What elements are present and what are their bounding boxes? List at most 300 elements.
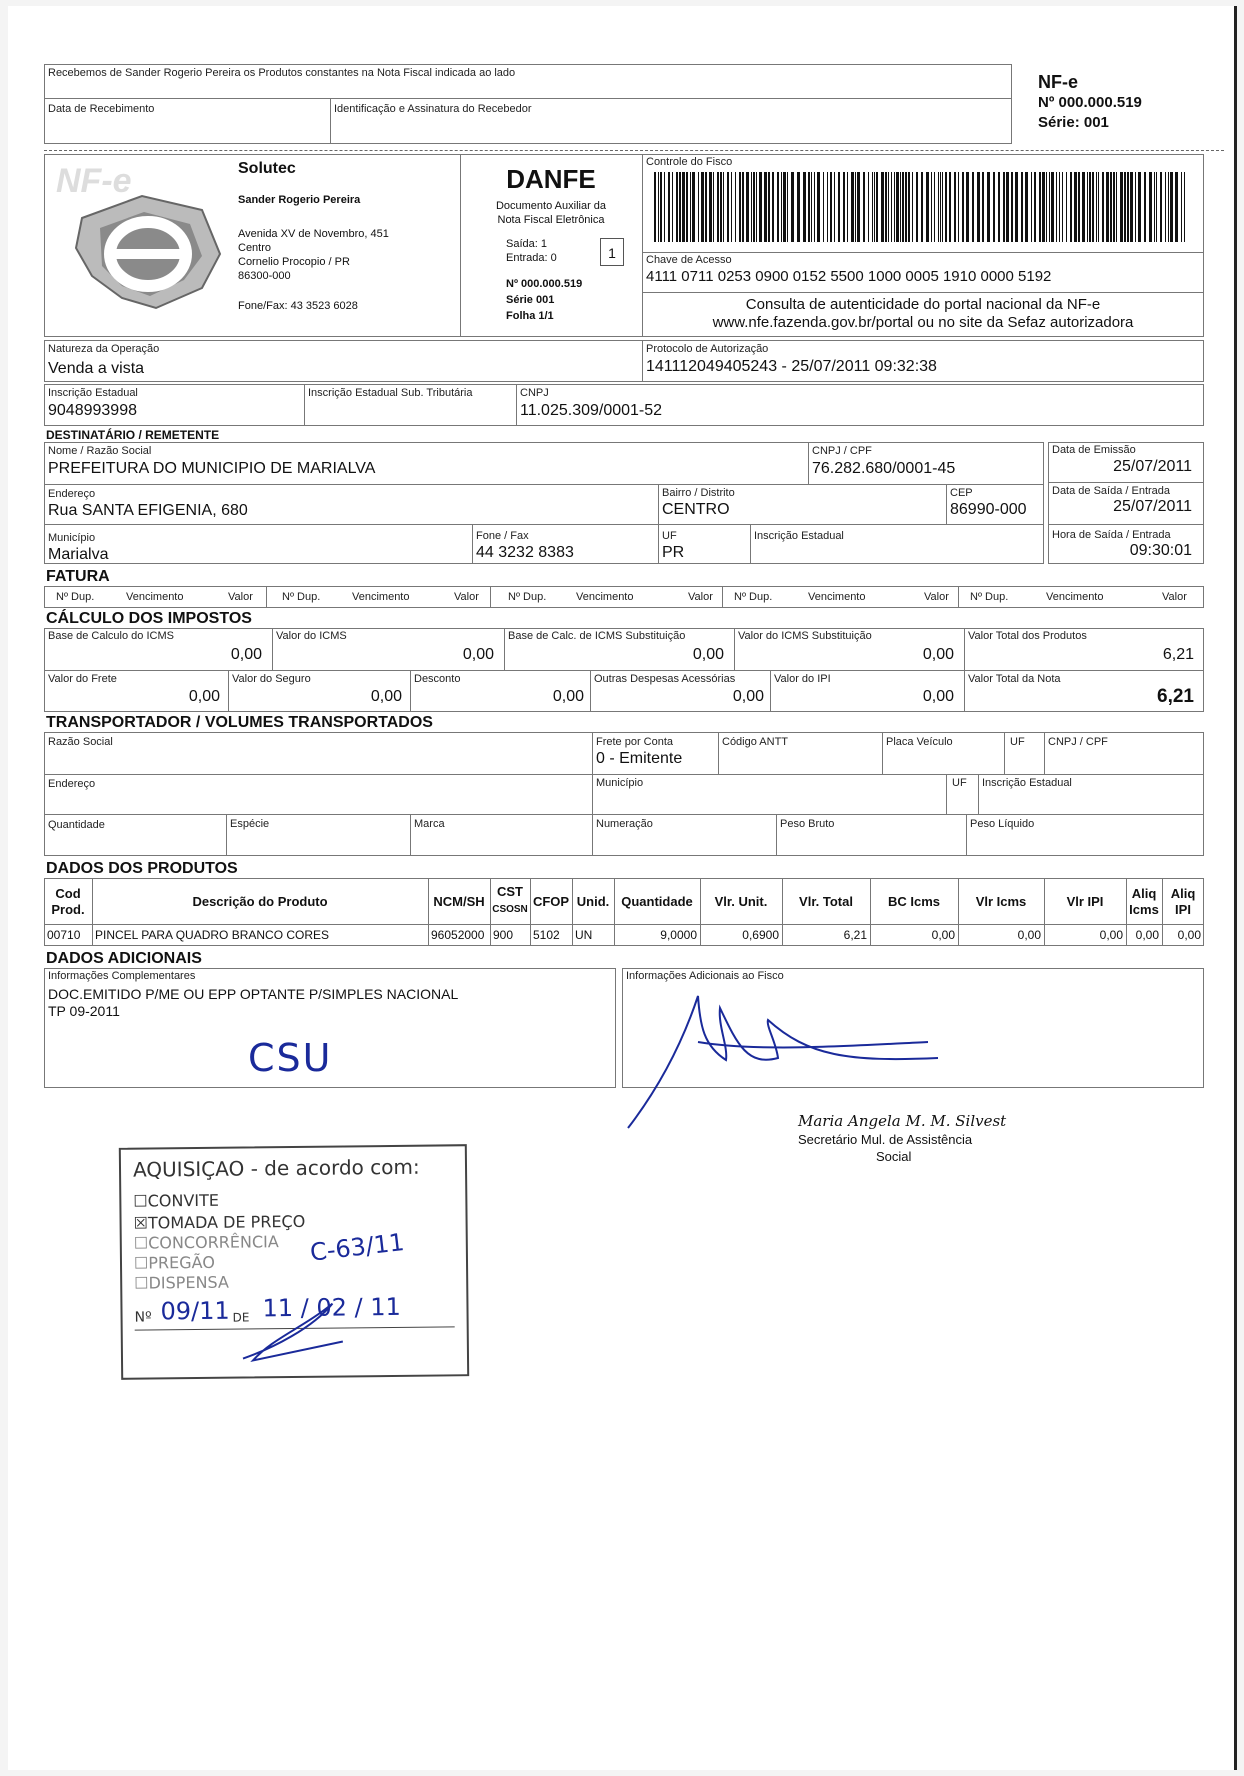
barcode-bar [686, 172, 688, 242]
cut-line [44, 150, 1224, 151]
danfe-type-box: 1 [600, 238, 624, 266]
danfe-series: Série 001 [506, 294, 555, 306]
barcode-bar [1062, 172, 1063, 242]
recipient-cep-label: CEP [950, 487, 973, 499]
barcode-bar [949, 172, 951, 242]
barcode-bar [660, 172, 662, 242]
recipient-address: Rua SANTA EFIGENIA, 680 [48, 502, 248, 519]
cnpj-label: CNPJ [520, 387, 549, 399]
product-header-cod: Cod Prod. [51, 886, 85, 917]
invoice-col-header: Nº Dup. [508, 591, 547, 603]
barcode-bar [1098, 172, 1099, 242]
barcode-bar [972, 172, 974, 242]
emitter-address: Avenida XV de Novembro, 451 [238, 228, 389, 240]
time-label: Hora de Saída / Entrada [1052, 529, 1171, 541]
barcode-bar [768, 172, 770, 242]
barcode-bar [701, 172, 704, 242]
barcode-bar [817, 172, 820, 242]
barcode-bar [894, 172, 895, 242]
barcode-bar [896, 172, 899, 242]
icms-st-value: 0,00 [922, 646, 954, 663]
barcode-bar [772, 172, 774, 242]
product-cell-desc: PINCEL PARA QUADRO BRANCO CORES [95, 928, 330, 942]
signatory-title-1: Secretário Mul. de Assistência [798, 1132, 973, 1147]
barcode-bar [977, 172, 980, 242]
invoice-col-header: Vencimento [808, 591, 866, 603]
handwritten-csu: CSU [248, 1036, 333, 1080]
barcode-bar [672, 172, 673, 242]
discount-label: Desconto [414, 673, 461, 685]
receipt-text: Recebemos de Sander Rogerio Pereira os Produtos constantes na Nota Fiscal indicada ao lado [48, 67, 516, 79]
product-header-aliq-ipi: Aliq IPI [1170, 886, 1196, 917]
product-header-qty: Quantidade [621, 894, 693, 909]
insurance-value: 0,00 [370, 688, 402, 705]
barcode-bar [1165, 172, 1166, 242]
recipient-name: PREFEITURA DO MUNICIPIO DE MARIALVA [48, 460, 376, 477]
barcode-bar [1042, 172, 1045, 242]
barcode-bar [759, 172, 762, 242]
recipient-district: CENTRO [662, 501, 730, 518]
barcode-bar [843, 172, 845, 242]
product-header-ipi: Vlr IPI [1066, 894, 1104, 909]
barcode-bar [1160, 172, 1162, 242]
barcode-bar [900, 172, 901, 242]
barcode-bar [1154, 172, 1155, 242]
barcode-bar [1087, 172, 1088, 242]
product-header-ncm: NCM/SH [433, 894, 485, 909]
recipient-uf: PR [662, 544, 685, 561]
barcode-bar [902, 172, 904, 242]
product-header-cst: CST CSOSN [492, 884, 528, 915]
barcode-bar [1006, 172, 1009, 242]
barcode-bar [987, 172, 990, 242]
barcode-bar [1130, 172, 1133, 242]
product-cell-qty: 9,0000 [660, 928, 697, 942]
product-cell-bc: 0,00 [931, 928, 955, 942]
invoice-col-header: Nº Dup. [56, 591, 95, 603]
freight-by-value: 0 - Emitente [596, 750, 683, 767]
danfe-sheet: Folha 1/1 [506, 310, 554, 322]
recipient-section: DESTINATÁRIO / REMETENTE [46, 428, 220, 442]
barcode-bar [945, 172, 947, 242]
emitter-zip: 86300-000 [238, 270, 291, 282]
barcode-bar [1175, 172, 1178, 242]
barcode-bar [908, 172, 910, 242]
barcode-bar [954, 172, 956, 242]
barcode-bar [962, 172, 964, 242]
barcode-bar [855, 172, 856, 242]
consult-line-2: www.nfe.fazenda.gov.br/portal ou no site da Sefaz autorizadora [712, 314, 1134, 331]
complementary-info-line-1: DOC.EMITIDO P/ME OU EPP OPTANTE P/SIMPLES NACIONAL [48, 986, 459, 1002]
barcode-bar [756, 172, 757, 242]
invoice-section: FATURA [46, 568, 110, 585]
danfe-saida: Saída: 1 [506, 238, 547, 250]
transport-section: TRANSPORTADOR / VOLUMES TRANSPORTADOS [46, 714, 433, 731]
danfe-number: Nº 000.000.519 [506, 278, 583, 290]
product-cell-aliq-icms: 0,00 [1135, 928, 1159, 942]
acquisition-stamp [119, 1144, 469, 1380]
barcode-bar [1156, 172, 1157, 242]
ipi-value: 0,00 [922, 688, 954, 705]
barcode-bar [851, 172, 854, 242]
barcode-bar [735, 172, 736, 242]
barcode-bar [723, 172, 724, 242]
recipient-name-label: Nome / Razão Social [48, 445, 152, 457]
barcode-bar [1046, 172, 1047, 242]
barcode-bar [1070, 172, 1072, 242]
cnpj-value: 11.025.309/0001-52 [520, 402, 663, 419]
barcode-bar [814, 172, 815, 242]
product-header-total: Vlr. Total [799, 894, 853, 909]
barcode-bar [1082, 172, 1085, 242]
recipient-city: Marialva [48, 546, 109, 563]
barcode-bar [885, 172, 887, 242]
product-cell-cst: 900 [493, 928, 514, 942]
barcode-bar [764, 172, 767, 242]
barcode-bar [874, 172, 875, 242]
nfe-logo [52, 158, 232, 328]
barcode [652, 172, 1192, 242]
barcode-bar [777, 172, 779, 242]
taxes-section: CÁLCULO DOS IMPOSTOS [46, 610, 252, 627]
barcode-bar [857, 172, 860, 242]
other-expenses-value: 0,00 [732, 688, 764, 705]
fisco-info-label: Informações Adicionais ao Fisco [626, 970, 784, 982]
product-header-desc: Descrição do Produto [192, 894, 328, 909]
invoice-col-header: Nº Dup. [734, 591, 773, 603]
barcode-bar [742, 172, 744, 242]
product-header-aliq-icms: Aliq Icms [1129, 886, 1159, 917]
barcode-bar [1116, 172, 1117, 242]
brand-label: Marca [414, 818, 445, 830]
barcode-bar [803, 172, 806, 242]
icms-label: Valor do ICMS [276, 630, 347, 642]
barcode-bar [658, 172, 659, 242]
recipient-phone-label: Fone / Fax [476, 530, 529, 542]
recipient-address-label: Endereço [48, 488, 96, 500]
product-header-icms: Vlr Icms [975, 894, 1027, 909]
product-cell-total: 6,21 [843, 928, 867, 942]
barcode-bar [1120, 172, 1123, 242]
barcode-bar [1092, 172, 1094, 242]
barcode-bar [1011, 172, 1013, 242]
barcode-bar [1031, 172, 1032, 242]
barcode-bar [905, 172, 907, 242]
barcode-bar [679, 172, 681, 242]
ipi-label: Valor do IPI [774, 673, 831, 685]
invoice-col-header: Valor [228, 591, 253, 603]
icms-st-label: Valor do ICMS Substituição [738, 630, 872, 642]
stamp-option-tomada: ☒TOMADA DE PREÇO [133, 1211, 306, 1233]
barcode-bar [912, 172, 913, 242]
invoice-col-header: Valor [1162, 591, 1187, 603]
exit-label: Data de Saída / Entrada [1052, 485, 1171, 497]
nfe-series: Série: 001 [1038, 114, 1109, 131]
barcode-bar [1056, 172, 1057, 242]
barcode-bar [868, 172, 869, 242]
exit-date: 25/07/2011 [1113, 498, 1192, 515]
gross-weight-label: Peso Bruto [780, 818, 835, 830]
emission-label: Data de Emissão [1052, 444, 1136, 456]
barcode-bar [827, 172, 828, 242]
carrier-uf2-label: UF [952, 777, 967, 789]
stamp-handwritten-ref: C-63/11 [308, 1227, 406, 1267]
barcode-bar [654, 172, 656, 242]
barcode-bar [783, 172, 786, 242]
carrier-cnpj-label: CNPJ / CPF [1048, 736, 1108, 748]
barcode-bar [993, 172, 995, 242]
barcode-bar [876, 172, 878, 242]
access-key: 4111 0711 0253 0900 0152 5500 1000 0005 1910 0000 5192 [646, 268, 1052, 285]
barcode-bar [731, 172, 732, 242]
invoice-col-header: Valor [924, 591, 949, 603]
base-st-label: Base de Calc. de ICMS Substituição [508, 630, 686, 642]
recipient-city-label: Município [48, 532, 96, 544]
invoice-col-header: Valor [454, 591, 479, 603]
product-header-cfop: CFOP [532, 894, 570, 909]
product-cell-unid: UN [575, 928, 593, 942]
barcode-bar [1102, 172, 1104, 242]
barcode-bar [811, 172, 812, 242]
carrier-city-label: Município [596, 777, 644, 789]
barcode-bar [664, 172, 665, 242]
barcode-bar [1110, 172, 1112, 242]
access-key-label: Chave de Acesso [646, 254, 732, 266]
discount-value: 0,00 [552, 688, 584, 705]
base-icms-label: Base de Calculo do ICMS [48, 630, 174, 642]
product-header-bc: BC Icms [887, 894, 941, 909]
insurance-label: Valor do Seguro [232, 673, 311, 685]
signatory-title-2: Social [876, 1149, 912, 1164]
consult-line-1: Consulta de autenticidade do portal nacional da NF-e [745, 296, 1101, 313]
barcode-bar [942, 172, 943, 242]
freight-value: 0,00 [188, 688, 220, 705]
barcode-bar [982, 172, 984, 242]
product-cell-cfop: 5102 [533, 928, 560, 942]
barcode-bar [698, 172, 699, 242]
barcode-bar [888, 172, 889, 242]
complementary-info-line-2: TP 09-2011 [48, 1003, 120, 1019]
barcode-bar [1124, 172, 1126, 242]
recipient-phone: 44 3232 8383 [476, 544, 574, 561]
barcode-bar [926, 172, 929, 242]
invoice-col-header: Valor [688, 591, 713, 603]
barcode-bar [823, 172, 824, 242]
barcode-bar [872, 172, 873, 242]
barcode-bar [916, 172, 918, 242]
danfe-page [8, 6, 1237, 1770]
barcode-bar [1039, 172, 1041, 242]
stamp-title: AQUISIÇAO - de acordo com: [132, 1154, 420, 1182]
receipt-date-label: Data de Recebimento [48, 103, 155, 115]
barcode-bar [692, 172, 695, 242]
barcode-bar [1003, 172, 1005, 242]
emission-date: 25/07/2011 [1113, 458, 1192, 475]
barcode-bar [808, 172, 810, 242]
stamp-option-convite: ☐CONVITE [133, 1190, 220, 1211]
barcode-bar [1096, 172, 1097, 242]
antt-label: Código ANTT [722, 736, 789, 748]
freight-label: Valor do Frete [48, 673, 117, 685]
invoice-col-header: Nº Dup. [282, 591, 321, 603]
barcode-bar [717, 172, 719, 242]
product-cell-ipi: 0,00 [1099, 928, 1123, 942]
invoice-col-header: Vencimento [126, 591, 184, 603]
barcode-bar [781, 172, 782, 242]
barcode-bar [966, 172, 969, 242]
barcode-bar [727, 172, 729, 242]
barcode-bar [1089, 172, 1091, 242]
ie-st-label: Inscrição Estadual Sub. Tributária [308, 387, 473, 399]
barcode-bar [709, 172, 712, 242]
barcode-bar [1127, 172, 1129, 242]
barcode-bar [1170, 172, 1173, 242]
barcode-bar [830, 172, 832, 242]
barcode-bar [705, 172, 707, 242]
barcode-bar [1078, 172, 1080, 242]
signatory-name: Maria Angela M. M. Silvest [798, 1112, 1007, 1130]
barcode-bar [1021, 172, 1023, 242]
product-cell-ncm: 96052000 [431, 928, 485, 942]
barcode-bar [881, 172, 884, 242]
invoice-col-header: Nº Dup. [970, 591, 1009, 603]
product-cell-unit: 0,6900 [742, 928, 779, 942]
stamp-option-concorrencia: ☐CONCORRÊNCIA [133, 1232, 279, 1253]
products-total-value: 6,21 [1162, 646, 1194, 663]
emitter-name: Solutec [238, 160, 296, 177]
barcode-bar [998, 172, 1000, 242]
carrier-uf-label: UF [1010, 736, 1025, 748]
carrier-address-label: Endereço [48, 778, 96, 790]
products-total-label: Valor Total dos Produtos [968, 630, 1087, 642]
barcode-bar [863, 172, 865, 242]
barcode-bar [921, 172, 923, 242]
barcode-bar [1034, 172, 1036, 242]
barcode-bar [739, 172, 741, 242]
product-cell-icms: 0,00 [1017, 928, 1041, 942]
recipient-cep: 86990-000 [950, 501, 1027, 518]
barcode-bar [834, 172, 835, 242]
barcode-bar [940, 172, 941, 242]
barcode-bar [891, 172, 892, 242]
note-total-label: Valor Total da Nota [968, 673, 1061, 685]
invoice-col-header: Vencimento [1046, 591, 1104, 603]
barcode-bar [1074, 172, 1077, 242]
stamp-number: 09/11 [160, 1296, 230, 1326]
barcode-bar [690, 172, 691, 242]
barcode-bar [753, 172, 755, 242]
freight-by-label: Frete por Conta [596, 736, 674, 748]
carrier-ie-label: Inscrição Estadual [982, 777, 1072, 789]
nature-label: Natureza da Operação [48, 343, 160, 355]
numbering-label: Numeração [596, 818, 653, 830]
nfe-title: NF-e [1038, 72, 1078, 92]
logo-text: NF-e [56, 162, 132, 200]
product-header-unid: Unid. [576, 894, 610, 909]
products-section: DADOS DOS PRODUTOS [46, 860, 238, 877]
product-cell-cod: 00710 [47, 928, 81, 942]
barcode-bar [751, 172, 752, 242]
barcode-bar [1184, 172, 1185, 242]
barcode-bar [1015, 172, 1018, 242]
note-total-value: 6,21 [1157, 686, 1194, 707]
stamp-option-pregao: ☐PREGÃO [133, 1252, 215, 1273]
carrier-name-label: Razão Social [48, 736, 113, 748]
net-weight-label: Peso Líquido [970, 818, 1035, 830]
emitter-phone: Fone/Fax: 43 3523 6028 [238, 300, 358, 312]
receipt-signature-label: Identificação e Assinatura do Recebedor [334, 103, 532, 115]
recipient-ie-label: Inscrição Estadual [754, 530, 844, 542]
species-label: Espécie [230, 818, 270, 830]
quantity-label: Quantidade [48, 819, 105, 831]
invoice-col-header: Vencimento [576, 591, 634, 603]
barcode-bar [787, 172, 788, 242]
recipient-cnpj: 76.282.680/0001-45 [812, 460, 956, 477]
ie-value: 9048993998 [48, 402, 137, 419]
barcode-bar [1059, 172, 1060, 242]
danfe-title: DANFE [506, 164, 596, 194]
barcode-bar [1168, 172, 1169, 242]
barcode-bar [838, 172, 840, 242]
icms-value: 0,00 [462, 646, 494, 663]
barcode-bar [1135, 172, 1136, 242]
barcode-bar [938, 172, 939, 242]
product-header-unit: Vlr. Unit. [714, 894, 768, 909]
danfe-entrada: Entrada: 0 [506, 252, 557, 264]
barcode-bar [1106, 172, 1109, 242]
additional-section: DADOS ADICIONAIS [46, 950, 202, 967]
barcode-bar [1025, 172, 1028, 242]
barcode-bar [934, 172, 935, 242]
barcode-bar [1181, 172, 1182, 242]
barcode-bar [931, 172, 932, 242]
barcode-bar [1138, 172, 1141, 242]
stamp-de: DE [232, 1310, 250, 1325]
barcode-bar [668, 172, 670, 242]
nature-value: Venda a vista [48, 360, 145, 377]
protocol-value: 141112049405243 - 25/07/2011 09:32:38 [646, 358, 937, 375]
barcode-bar [676, 172, 678, 242]
nfe-number: Nº 000.000.519 [1038, 94, 1142, 111]
barcode-bar [958, 172, 959, 242]
barcode-bar [1051, 172, 1054, 242]
barcode-bar [797, 172, 800, 242]
emitter-district: Centro [238, 242, 272, 254]
invoice-col-header: Vencimento [352, 591, 410, 603]
stamp-initials-scribble [232, 1297, 353, 1368]
stamp-option-dispensa: ☐DISPENSA [134, 1272, 229, 1293]
barcode-bar [1113, 172, 1115, 242]
complementary-info-label: Informações Complementares [48, 970, 196, 982]
recipient-uf-label: UF [662, 530, 677, 542]
barcode-bar [1149, 172, 1152, 242]
stamp-date: 11 / 02 / 11 [262, 1292, 401, 1323]
protocol-label: Protocolo de Autorização [646, 343, 769, 355]
barcode-bar [847, 172, 848, 242]
base-icms-value: 0,00 [230, 646, 262, 663]
recipient-cnpj-label: CNPJ / CPF [812, 445, 872, 457]
product-cell-aliq-ipi: 0,00 [1177, 928, 1201, 942]
barcode-bar [1066, 172, 1067, 242]
barcode-bar [713, 172, 714, 242]
plate-label: Placa Veículo [886, 736, 953, 748]
barcode-bar [746, 172, 749, 242]
recipient-district-label: Bairro / Distrito [662, 487, 735, 499]
ie-label: Inscrição Estadual [48, 387, 138, 399]
other-expenses-label: Outras Despesas Acessórias [594, 673, 736, 685]
base-st-value: 0,00 [692, 646, 724, 663]
emitter-person: Sander Rogerio Pereira [238, 194, 361, 206]
